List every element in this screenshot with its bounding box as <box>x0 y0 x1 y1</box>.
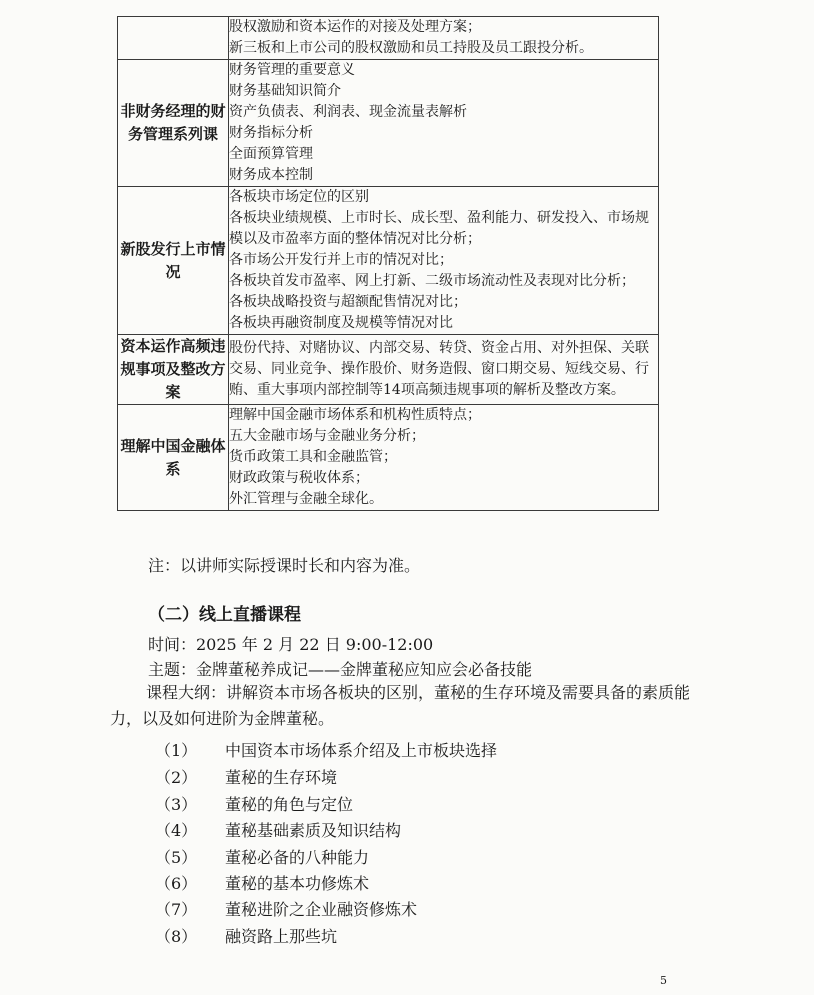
content-line: 新三板和上市公司的股权激励和员工持股及员工跟投分析。 <box>229 40 593 56</box>
list-item <box>155 792 353 815</box>
section-title: （二）线上直播课程 <box>148 605 301 625</box>
item-text: 董秘基础素质及知识结构 <box>225 821 402 840</box>
content-line: 各板块首发市盈率、网上打新、二级市场流动性及表现对比分析； <box>229 273 635 289</box>
item-number: （2） <box>155 768 198 787</box>
row-contents <box>229 405 659 511</box>
content-line: 股份代持、对赌协议、内部交易、转贷、资金占用、对外担保、关联交易、同业竞争、操作股价、财务造假、窗口期交易、短线交易、行贿、重大事项内部控制等14项高频违规事项的解析及整改方案。 <box>229 340 649 398</box>
item-text: 中国资本市场体系介绍及上市板块选择 <box>225 741 498 760</box>
row-contents <box>229 187 659 335</box>
table-row <box>118 405 659 511</box>
content-line: 各市场公开发行并上市的情况对比； <box>229 252 453 268</box>
content-line: 货币政策工具和金融监管； <box>229 449 397 465</box>
table-note: 注：以讲师实际授课时长和内容为准。 <box>148 556 421 575</box>
item-text: 董秘的基本功修炼术 <box>225 874 370 893</box>
list-item <box>155 845 369 868</box>
table-row <box>118 187 659 335</box>
content-line: 各板块战略投资与超额配售情况对比； <box>229 294 467 310</box>
content-line: 五大金融市场与金融业务分析； <box>229 428 425 444</box>
table-row <box>118 17 659 60</box>
row-category <box>118 17 229 60</box>
content-line: 外汇管理与金融全球化。 <box>229 491 383 507</box>
content-line: 股权激励和资本运作的对接及处理方案； <box>229 19 481 35</box>
content-line: 财务成本控制 <box>229 167 313 183</box>
content-line: 各板块业绩规模、上市时长、成长型、盈利能力、研发投入、市场规模以及市盈率方面的整体情况对比分析； <box>229 210 649 247</box>
list-item <box>155 738 497 761</box>
item-text: 董秘的生存环境 <box>225 768 338 787</box>
item-number: （3） <box>155 795 198 814</box>
list-item <box>155 871 369 894</box>
row-contents <box>229 335 659 405</box>
item-number: （6） <box>155 874 198 893</box>
item-text: 融资路上那些坑 <box>225 927 338 946</box>
item-text: 董秘的角色与定位 <box>225 795 354 814</box>
item-text: 董秘必备的八种能力 <box>225 848 370 867</box>
item-number: （8） <box>155 927 198 946</box>
content-line: 财务管理的重要意义 <box>229 62 355 78</box>
item-number: （4） <box>155 821 198 840</box>
content-line: 财务指标分析 <box>229 125 313 141</box>
course-table <box>117 16 659 511</box>
row-contents <box>229 60 659 187</box>
row-category: 非财务经理的财务管理系列课 <box>118 60 229 187</box>
item-number: （5） <box>155 848 198 867</box>
list-item <box>155 897 417 920</box>
content-line: 各板块再融资制度及规模等情况对比 <box>229 315 453 331</box>
table-row <box>118 60 659 187</box>
item-text: 董秘进阶之企业融资修炼术 <box>225 900 418 919</box>
content-line: 全面预算管理 <box>229 146 313 162</box>
list-item <box>155 765 337 788</box>
page-number: 5 <box>660 974 667 987</box>
row-category: 理解中国金融体系 <box>118 405 229 511</box>
item-number: （1） <box>155 741 198 760</box>
content-line: 理解中国金融市场体系和机构性质特点； <box>229 407 481 423</box>
item-number: （7） <box>155 900 198 919</box>
course-outline: 课程大纲：讲解资本市场各板块的区别，董秘的生存环境及需要具备的素质能力，以及如何进阶为金牌董秘。 <box>110 683 691 728</box>
row-category: 资本运作高频违规事项及整改方案 <box>118 335 229 405</box>
course-time: 时间：2025 年 2 月 22 日 9:00-12:00 <box>148 635 434 654</box>
list-item <box>155 818 401 841</box>
content-line: 资产负债表、利润表、现金流量表解析 <box>229 104 467 120</box>
row-category: 新股发行上市情况 <box>118 187 229 335</box>
content-line: 财政政策与税收体系； <box>229 470 369 486</box>
row-contents <box>229 17 659 60</box>
content-line: 各板块市场定位的区别 <box>229 189 369 205</box>
content-line: 财务基础知识简介 <box>229 83 341 99</box>
list-item <box>155 924 337 947</box>
table-row <box>118 335 659 405</box>
course-theme: 主题：金牌董秘养成记——金牌董秘应知应会必备技能 <box>148 660 533 679</box>
